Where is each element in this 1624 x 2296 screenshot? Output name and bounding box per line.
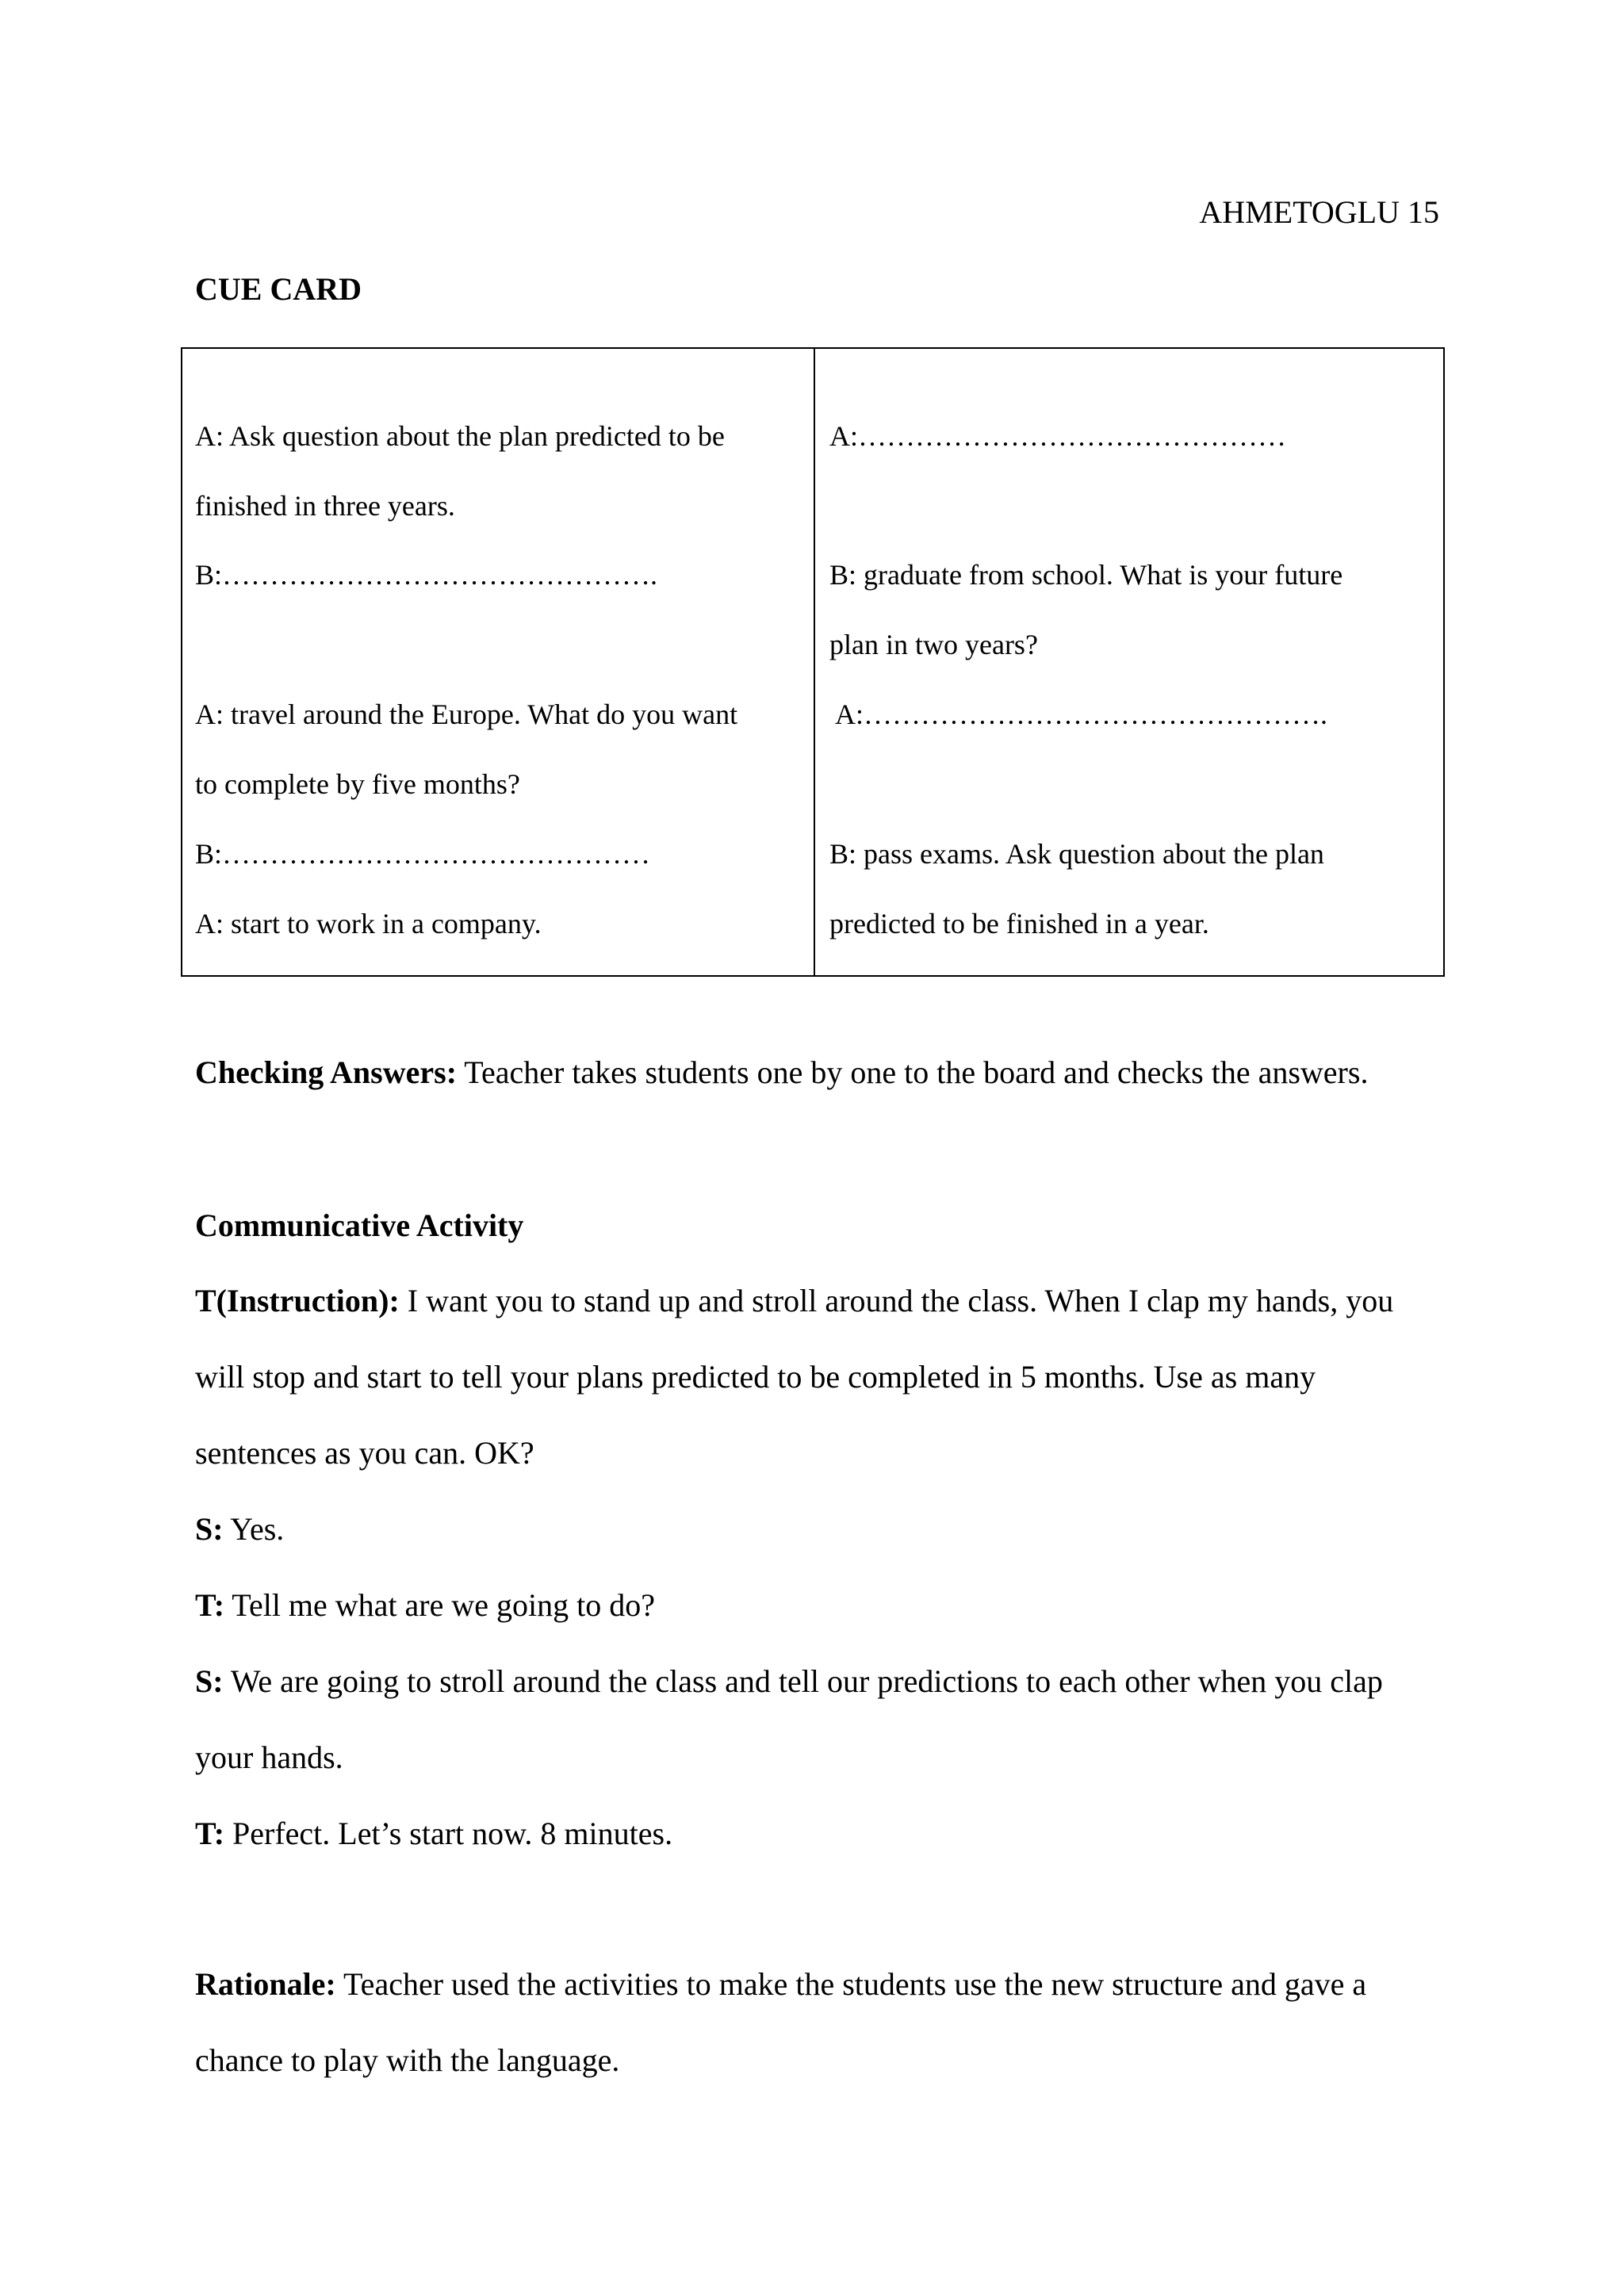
dialogue-line-3 [195,1661,1383,1702]
cue-right-line-4: A:…………………………………………. [829,698,1328,730]
checking-answers-paragraph [195,1052,1368,1093]
cue-card-table [181,347,1445,977]
instruction-label: T(Instruction): [195,1283,400,1318]
cue-left-line-2: finished in three years. [195,490,455,522]
dialogue-line-3-continuation: your hands. [195,1739,343,1775]
dialogue-line-1 [195,1509,284,1550]
cue-left-line-7: A: start to work in a company. [195,908,542,939]
cue-left-line-6: B:……………………………………… [195,838,651,870]
speaker-label: S: [195,1663,224,1699]
dialogue-text: Perfect. Let’s start now. 8 minutes. [224,1816,673,1851]
rationale-line-1 [195,1964,1366,2005]
instruction-text-1: I want you to stand up and stroll around the class. When I clap my hands, you [399,1283,1394,1318]
cue-right-line-5: B: pass exams. Ask question about the plan [829,838,1324,870]
cue-right-line-6: predicted to be finished in a year. [829,908,1209,939]
cue-card-title: CUE CARD [195,271,362,307]
dialogue-text: Yes. [223,1511,285,1547]
dialogue-text: We are going to stroll around the class and tell our predictions to each other when you clap [223,1663,1383,1699]
instruction-line-3: sentences as you can. OK? [195,1435,534,1471]
speaker-label: T: [195,1816,225,1851]
dialogue-line-4 [195,1813,672,1854]
speaker-label: S: [195,1511,224,1547]
rationale-text-1: Teacher used the activities to make the students use the new structure and gave a [335,1966,1367,2002]
cue-right-line-3: plan in two years? [829,629,1038,660]
cue-left-line-1: A: Ask question about the plan predicted to be [195,420,725,452]
communicative-activity-title: Communicative Activity [195,1207,524,1243]
speaker-label: T: [195,1587,225,1623]
dialogue-text: Tell me what are we going to do? [224,1587,655,1623]
running-head: AHMETOGLU 15 [1199,194,1439,230]
cue-card-column-divider [814,349,815,975]
rationale-label: Rationale: [195,1966,336,2002]
cue-right-line-2: B: graduate from school. What is your future [829,559,1343,591]
checking-answers-label: Checking Answers: [195,1054,458,1090]
cue-right-line-1: A:……………………………………… [829,420,1286,452]
cue-left-line-4: A: travel around the Europe. What do you want [195,698,738,730]
checking-answers-text: Teacher takes students one by one to the board and checks the answers. [457,1054,1369,1090]
cue-left-line-3: B:………………………………………. [195,559,658,591]
rationale-line-2: chance to play with the language. [195,2042,620,2078]
instruction-line-2: will stop and start to tell your plans predicted to be completed in 5 months. Use as many [195,1359,1316,1395]
dialogue-line-2 [195,1585,655,1626]
cue-left-line-5: to complete by five months? [195,768,520,800]
instruction-line-1 [195,1280,1393,1322]
